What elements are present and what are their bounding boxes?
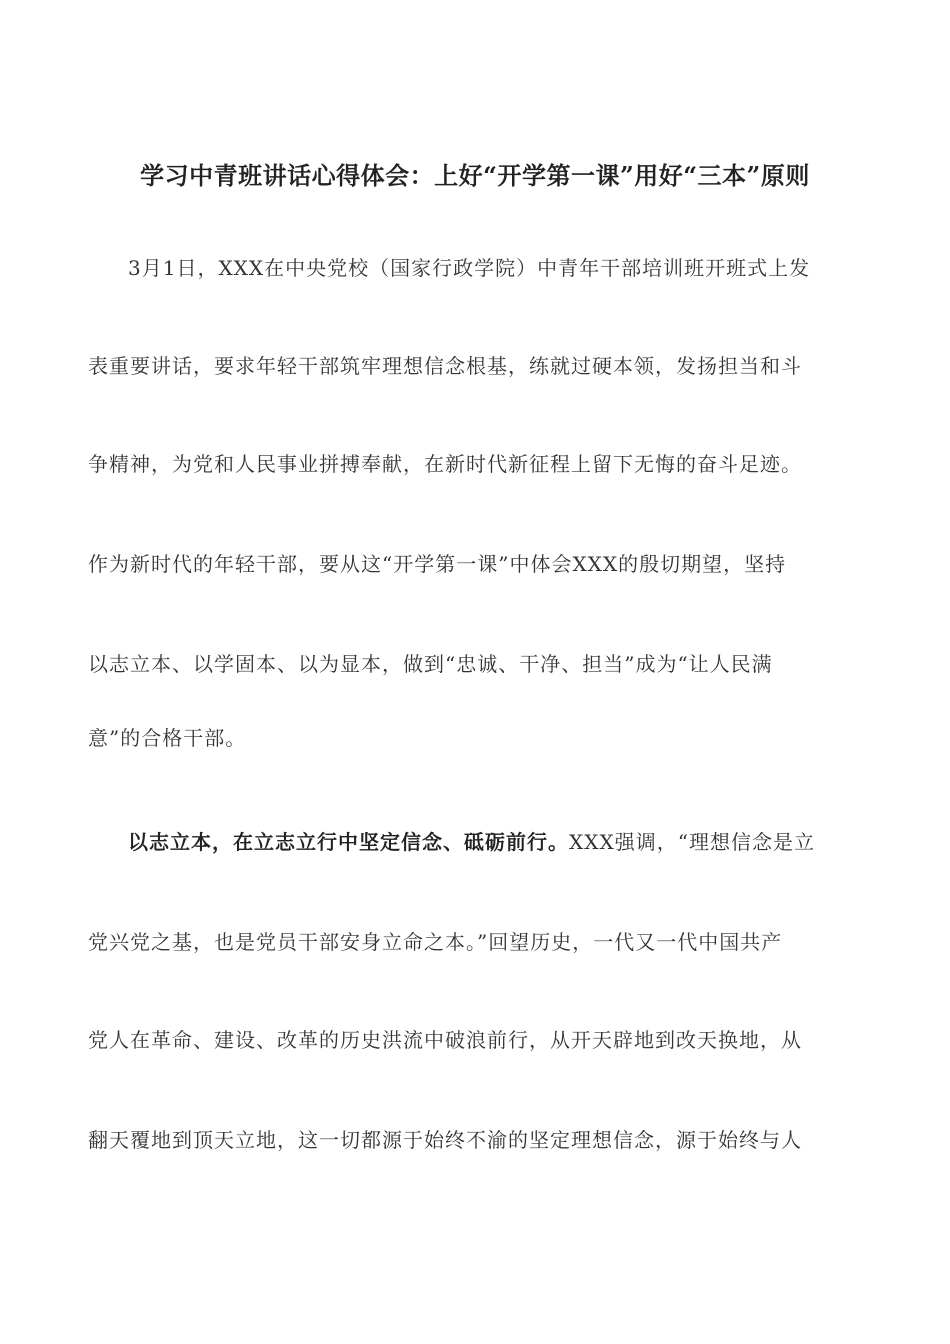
paragraph2-line-3: 党人在革命、建设、改革的历史洪流中破浪前行，从开天辟地到改天换地，从 (88, 1028, 802, 1052)
paragraph1-line-1: 3月1日，XXX在中央党校（国家行政学院）中青年干部培训班开班式上发 (128, 256, 811, 280)
paragraph1-line-3: 争精神，为党和人民事业拼搏奉献，在新时代新征程上留下无悔的奋斗足迹。 (88, 452, 802, 476)
paragraph2-bold-lead: 以志立本，在立志立行中坚定信念、砥砺前行。 (128, 830, 569, 854)
paragraph2-line-4: 翻天覆地到顶天立地，这一切都源于始终不渝的坚定理想信念，源于始终与人 (88, 1128, 802, 1152)
paragraph2-line-1 (128, 828, 864, 856)
document-title: 学习中青班讲话心得体会：上好“开学第一课”用好“三本”原则 (140, 161, 810, 190)
paragraph1-line-2: 表重要讲话，要求年轻干部筑牢理想信念根基，练就过硬本领，发扬担当和斗 (88, 354, 802, 378)
paragraph2-line-1-rest: XXX强调，“理想信念是立 (569, 830, 815, 854)
paragraph1-line-4: 作为新时代的年轻干部，要从这“开学第一课”中体会XXX的殷切期望，坚持 (88, 552, 787, 576)
paragraph1-line-5: 以志立本、以学固本、以为显本，做到“忠诚、干净、担当”成为“让人民满 (88, 652, 773, 676)
paragraph1-line-6: 意”的合格干部。 (88, 726, 247, 750)
paragraph2-line-2: 党兴党之基，也是党员干部安身立命之本。”回望历史，一代又一代中国共产 (88, 930, 783, 954)
